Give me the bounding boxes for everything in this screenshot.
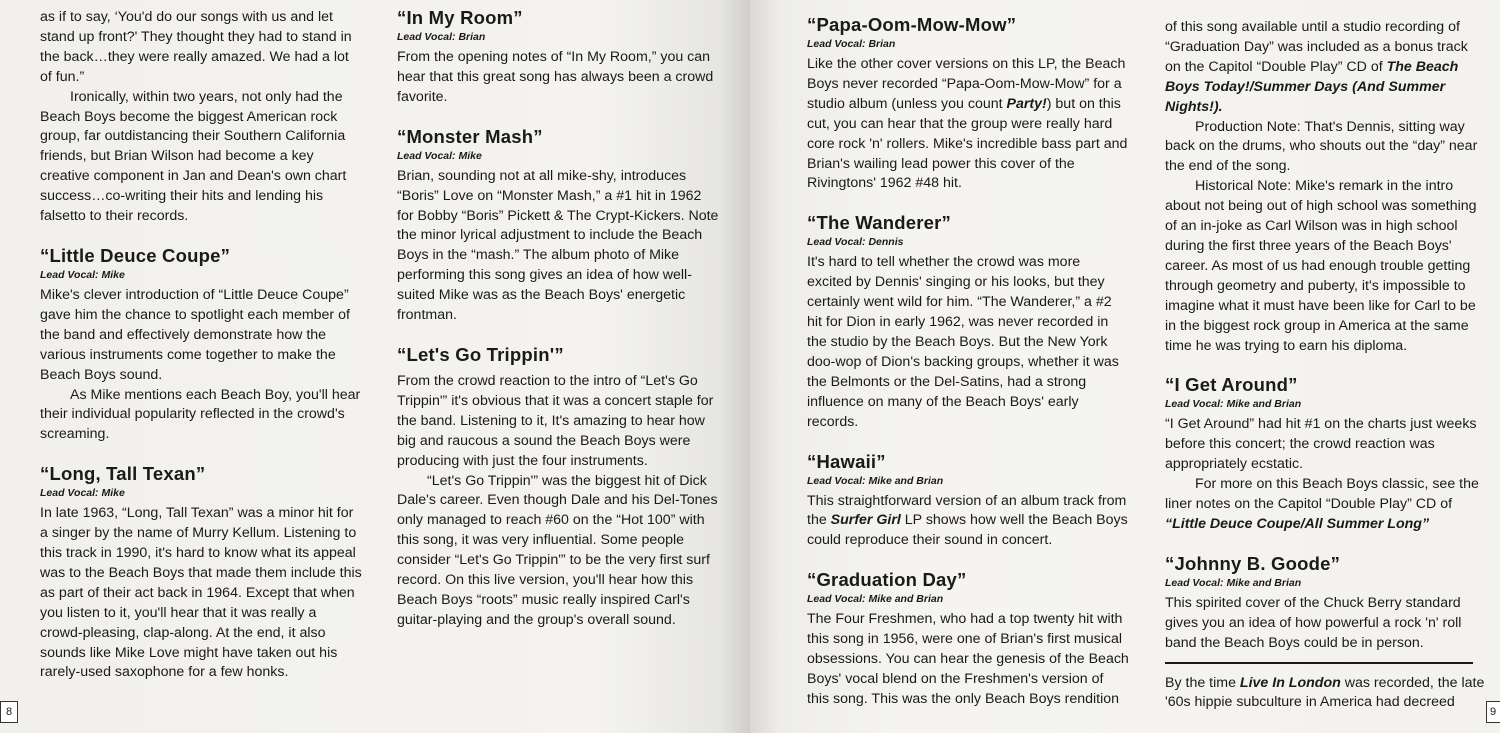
song-paragraph: Mike's clever introduction of “Little Deuce Coupe” gave him the chance to spotlight each member of the band and effectively demonstrate how the various instruments come together to make the Beach Boys sound. <box>40 286 350 383</box>
song-title: “Hawaii” <box>807 450 886 472</box>
intro-paragraph-2: Ironically, within two years, not only had the Beach Boys become the biggest American rock group, far outdistancing their Southern California friends, but Brian Wilson had become a key creative component in Jan and Dean's own chart success…co-writing their hits and lending his falsetto to their records. <box>40 88 347 225</box>
song-paragraph: The Four Freshmen, who had a top twenty hit with this song in 1956, were one of Brian's first musical obsessions. You can hear the genesis of the Beach Boys' vocal blend on the Freshmen's version of this song. This was the only Beach Boys rendition <box>807 611 1129 707</box>
lead-vocal-credit: Lead Vocal: Mike and Brian <box>1165 576 1302 589</box>
page-number: 8 <box>0 701 18 723</box>
right-page <box>750 0 1500 733</box>
song-title: “In My Room” <box>397 7 523 28</box>
production-note: Production Note: That's Dennis, sitting way back on the drums, who shouts out the “day” near the end of the song. <box>1165 118 1478 175</box>
right-column-1 <box>807 0 1129 710</box>
song-title: “Let's Go Trippin'” <box>397 343 564 365</box>
album-title: Live In London <box>1239 674 1341 691</box>
lead-vocal-credit: Lead Vocal: Brian <box>807 38 896 50</box>
right-column-2 <box>1165 0 1487 713</box>
lead-vocal-credit: Lead Vocal: Mike <box>40 268 125 281</box>
song-paragraph: As Mike mentions each Beach Boy, you'll hear their individual popularity reflected in the crowd's screaming. <box>40 386 361 443</box>
song-paragraph: This spirited cover of the Chuck Berry standard gives you an idea of how powerful a rock 'n' roll band the Beach Boys could be in person. <box>1165 594 1462 651</box>
song-title: “Papa-Oom-Mow-Mow” <box>807 14 1017 35</box>
closing-paragraph: By the time Live In London was recorded, the late '60s hippie subculture in America had decreed <box>1165 674 1485 711</box>
song-title: “Little Deuce Coupe” <box>40 244 231 266</box>
lead-vocal-credit: Lead Vocal: Mike and Brian <box>807 593 944 606</box>
historical-note: Historical Note: Mike's remark in the intro about not being out of high school was something of an in-joke as Carl Wilson was in high school during the first three years of the Beach Boys' career. As most of us had enough trouble getting through geometry and puberty, it's impossible to imagine what it must have been like for Carl to be in the biggest rock group in America at the same time he was trying to earn his diploma. <box>1165 178 1477 354</box>
song-paragraph: “I Get Around” had hit #1 on the charts just weeks before this concert; the crowd reaction was appropriately ecstatic. <box>1165 416 1477 473</box>
album-title: Surfer Girl <box>830 512 901 529</box>
lead-vocal-credit: Lead Vocal: Dennis <box>807 236 904 249</box>
song-title: “Long, Tall Texan” <box>40 463 206 485</box>
song-paragraph: Brian, sounding not at all mike-shy, introduces “Boris” Love on “Monster Mash,” a #1 hit in 1962 for Bobby “Boris” Pickett & The Crypt-Kickers. Note the minor lyrical adjustment to include the Beach Boys in the “mash.” The album photo of Mike performing this song gives an idea of how well-suited Mike was as the Beach Boys' energetic frontman. <box>397 167 719 324</box>
song-title: “I Get Around” <box>1165 374 1298 396</box>
song-paragraph: From the opening notes of “In My Room,” you can hear that this great song has always been a crowd favorite. <box>397 49 714 105</box>
song-paragraph: For more on this Beach Boys classic, see the liner notes on the Capitol “Double Play” CD of “Little Deuce Coupe/All Summer Long” <box>1165 476 1479 532</box>
song-paragraph: This straightforward version of an album track from the Surfer Girl LP shows how well the Beach Boys could reproduce their sound in concert. <box>807 492 1128 549</box>
lead-vocal-credit: Lead Vocal: Mike <box>397 149 482 162</box>
song-paragraph: It's hard to tell whether the crowd was more excited by Dennis' singing or his looks, but they certainly went wild for him. “The Wanderer,” a #2 hit for Dion in early 1962, was never recorded in the studio by the Beach Boys. But the New York doo-wop of Dion's backing groups, whether it was the Belmonts or the Del-Satins, had a strong influence on many of the Beach Boys' early records. <box>807 254 1119 430</box>
song-paragraph: Like the other cover versions on this LP, the Beach Boys never recorded “Papa-Oom-Mow-Mow” for a studio album (unless you count Party!) but on this cut, you can hear that the group were really hard core rock 'n' rollers. Mike's incredible bass part and Brian's wailing lead power this cover of the Rivingtons' 1962 #48 hit. <box>807 56 1128 192</box>
song-title: “Johnny B. Goode” <box>1165 552 1341 574</box>
page-number: 9 <box>1486 701 1500 723</box>
continued-paragraph: of this song available until a studio recording of “Graduation Day” was included as a bonus track on the Capitol “Double Play” CD of The Beach Boys Today!/Summer Days (And Summer Nights!). <box>1165 19 1468 115</box>
lead-vocal-credit: Lead Vocal: Mike and Brian <box>807 474 944 487</box>
section-divider <box>1165 662 1473 664</box>
lead-vocal-credit: Lead Vocal: Brian <box>397 31 486 43</box>
album-title: Party! <box>1006 95 1047 112</box>
song-title: “Monster Mash” <box>397 125 543 147</box>
song-title: “The Wanderer” <box>807 212 951 234</box>
song-paragraph: From the crowd reaction to the intro of “Let's Go Trippin'” it's obvious that it was a concert staple for the band. Listening to it, It's amazing to hear how big and raucous a sound the Beach Boys were producing with just the four instruments. <box>397 372 714 469</box>
song-paragraph: “Let's Go Trippin'” was the biggest hit of Dick Dale's career. Even though Dale and his Del-Tones only managed to reach #60 on the “Hot 100” with this song, it was very influential. Some people consider “Let's Go Trippin'” to be the very first surf record. On this live version, you'll hear how this Beach Boys “roots” music really inspired Carl's guitar-playing and the group's overall sound. <box>397 472 718 628</box>
left-column-2 <box>397 0 719 631</box>
lead-vocal-credit: Lead Vocal: Mike and Brian <box>1165 398 1302 411</box>
left-column-1 <box>40 0 362 683</box>
album-title: The Beach Boys Today!/Summer Days (And Summer Nights!). <box>1165 58 1459 115</box>
song-title: “Graduation Day” <box>807 569 967 591</box>
song-paragraph: In late 1963, “Long, Tall Texan” was a minor hit for a singer by the name of Murry Kellum. Listening to this track in 1990, it's hard to know what its appeal was to the Beach Boys that made them include this as part of their act back in 1964. Except that when you listen to it, you'll hear that it was really a crowd-pleasing, clap-along. At the end, it also sounds like Mike Love might have taken out his rarely-used saxophone for a few honks. <box>40 505 362 681</box>
album-title: “Little Deuce Coupe/All Summer Long” <box>1165 515 1430 532</box>
lead-vocal-credit: Lead Vocal: Mike <box>40 487 125 500</box>
intro-paragraph: as if to say, ‘You'd do our songs with us and let stand up front?' They thought they had to stand in the back…they were really amazed. We had a lot of fun.” <box>40 9 352 85</box>
